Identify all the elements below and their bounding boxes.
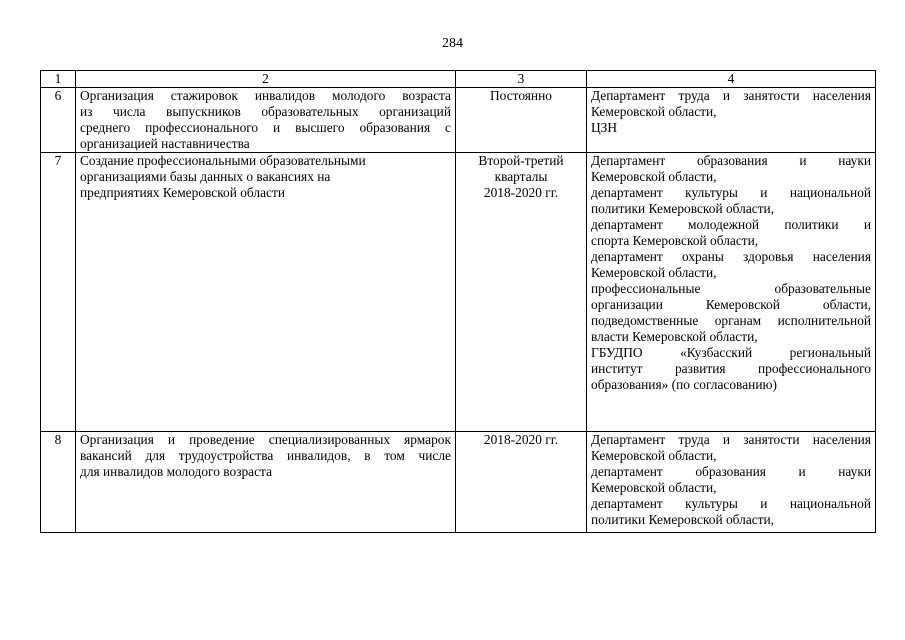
measure-line: из числа выпускников образовательных организаций [80,104,451,119]
executor-line: департамент культуры и национальной [591,496,871,511]
row-number: 6 [41,88,76,153]
executor-line: подведомственные органам исполнительной [591,313,871,328]
executor-cell [587,153,876,432]
measure-line: Создание профессиональными образовательными [80,153,366,168]
executor-line: Кемеровской области, [591,265,717,280]
measures-table [40,70,876,533]
executor-line: Кемеровской области, [591,480,717,495]
measure-line: предприятиях Кемеровской области [80,185,286,200]
executor-line: ЦЗН [591,120,618,135]
executor-line: образования» (по согласованию) [591,377,777,392]
row-number: 8 [41,432,76,533]
executor-line: Кемеровской области, [591,448,717,463]
executor-line: Департамент образования и науки [591,153,871,168]
executor-cell [587,432,876,533]
executor-line: Кемеровской области, [591,169,717,184]
row-number: 7 [41,153,76,432]
executor-line: департамент молодежной политики и [591,217,871,232]
measure-cell [76,432,456,533]
term-cell [456,153,587,432]
measure-line: для инвалидов молодого возраста [80,464,273,479]
page-number: 284 [442,36,463,51]
executor-line: власти Кемеровской области, [591,329,758,344]
executor-line: департамент культуры и национальной [591,185,871,200]
table-row [41,153,876,432]
column-header-2: 2 [76,71,456,88]
term-line: кварталы [494,169,548,184]
executor-line: Департамент труда и занятости населения [591,432,871,447]
table-row [41,432,876,533]
term-cell [456,88,587,153]
column-header-4: 4 [587,71,876,88]
executor-line: организации Кемеровской области, [591,297,871,312]
table-row [41,88,876,153]
executor-line: профессиональные образовательные [591,281,871,296]
table-header-row [41,71,876,88]
term-line: Второй-третий [478,153,564,168]
executor-line: департамент охраны здоровья населения [591,249,871,264]
measure-cell [76,88,456,153]
term-line: 2018-2020 гг. [483,432,559,447]
column-header-1: 1 [41,71,76,88]
term-cell [456,432,587,533]
executor-cell [587,88,876,153]
executor-line: Кемеровской области, [591,104,717,119]
executor-line: спорта Кемеровской области, [591,233,759,248]
executor-line: департамент образования и науки [591,464,871,479]
executor-line: политики Кемеровской области, [591,512,775,527]
measure-line: вакансий для трудоустройства инвалидов, в том числе [80,448,451,463]
term-line: 2018-2020 гг. [483,185,559,200]
measure-cell [76,153,456,432]
measure-line: организацией наставничества [80,136,250,151]
measure-line: среднего профессионального и высшего образования с [80,120,451,135]
measure-line: Организация и проведение специализированных ярмарок [80,432,451,447]
executor-line: Департамент труда и занятости населения [591,88,871,103]
column-header-3: 3 [456,71,587,88]
executor-line: институт развития профессионального [591,361,871,376]
measure-line: Организация стажировок инвалидов молодого возраста [80,88,451,103]
executor-line: ГБУДПО «Кузбасский региональный [591,345,871,360]
measure-line: организациями базы данных о вакансиях на [80,169,331,184]
executor-line: политики Кемеровской области, [591,201,775,216]
term-line: Постоянно [490,88,552,103]
